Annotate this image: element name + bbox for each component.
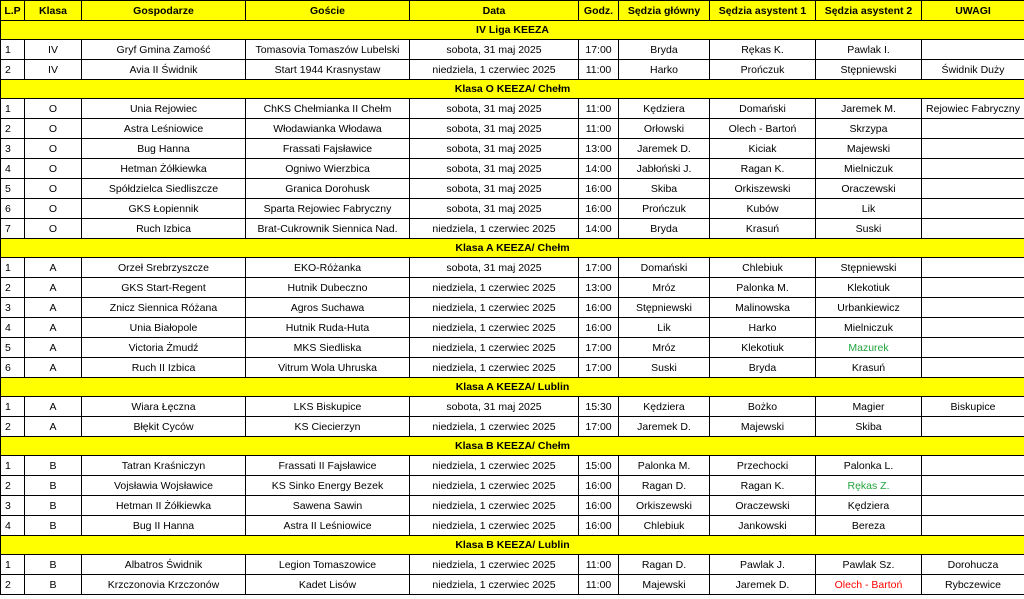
cell-gospodarze: Bug Hanna <box>82 139 246 159</box>
cell-data: sobota, 31 maj 2025 <box>410 99 579 119</box>
cell-goscie: Granica Dorohusk <box>246 179 410 199</box>
cell-godz: 16:00 <box>579 496 619 516</box>
cell-sedzia-asystent-1: Krasuń <box>710 219 816 239</box>
cell-sedzia-glowny: Palonka M. <box>619 456 710 476</box>
cell-data: niedziela, 1 czerwiec 2025 <box>410 575 579 595</box>
cell-goscie: Sawena Sawin <box>246 496 410 516</box>
header-sedzia-asystent-2: Sędzia asystent 2 <box>816 1 922 21</box>
cell-uwagi <box>922 159 1024 179</box>
cell-sedzia-asystent-1: Prończuk <box>710 60 816 80</box>
section-title: Klasa A KEEZA/ Chełm <box>1 239 1024 258</box>
cell-sedzia-asystent-2: Palonka L. <box>816 456 922 476</box>
header-uwagi: UWAGI <box>922 1 1024 21</box>
table-row <box>1 60 1024 80</box>
cell-sedzia-asystent-1: Klekotiuk <box>710 338 816 358</box>
cell-uwagi <box>922 516 1024 536</box>
cell-lp: 1 <box>1 397 25 417</box>
cell-lp: 5 <box>1 179 25 199</box>
cell-sedzia-asystent-1: Przechocki <box>710 456 816 476</box>
cell-data: niedziela, 1 czerwiec 2025 <box>410 318 579 338</box>
cell-sedzia-glowny: Skiba <box>619 179 710 199</box>
cell-sedzia-asystent-1: Jankowski <box>710 516 816 536</box>
cell-sedzia-asystent-1: Olech - Bartoń <box>710 119 816 139</box>
cell-klasa: O <box>25 159 82 179</box>
cell-gospodarze: Victoria Żmudź <box>82 338 246 358</box>
cell-goscie: Brat-Cukrownik Siennica Nad. <box>246 219 410 239</box>
cell-goscie: Sparta Rejowiec Fabryczny <box>246 199 410 219</box>
cell-sedzia-asystent-2: Suski <box>816 219 922 239</box>
cell-uwagi <box>922 456 1024 476</box>
cell-klasa: O <box>25 199 82 219</box>
cell-gospodarze: Unia Białopole <box>82 318 246 338</box>
table-row <box>1 219 1024 239</box>
section-title: Klasa A KEEZA/ Lublin <box>1 378 1024 397</box>
cell-uwagi <box>922 40 1024 60</box>
cell-data: niedziela, 1 czerwiec 2025 <box>410 60 579 80</box>
cell-gospodarze: Krzczonovia Krzczonów <box>82 575 246 595</box>
cell-uwagi: Biskupice <box>922 397 1024 417</box>
cell-uwagi <box>922 298 1024 318</box>
cell-sedzia-glowny: Mróz <box>619 338 710 358</box>
section-title: Klasa B KEEZA/ Lublin <box>1 536 1024 555</box>
cell-goscie: Hutnik Ruda-Huta <box>246 318 410 338</box>
cell-sedzia-asystent-1: Malinowska <box>710 298 816 318</box>
section-title: IV Liga KEEZA <box>1 21 1024 40</box>
cell-data: niedziela, 1 czerwiec 2025 <box>410 456 579 476</box>
table-row <box>1 298 1024 318</box>
cell-lp: 3 <box>1 139 25 159</box>
cell-sedzia-asystent-1: Oraczewski <box>710 496 816 516</box>
cell-goscie: Kadet Lisów <box>246 575 410 595</box>
cell-goscie: Agros Suchawa <box>246 298 410 318</box>
cell-goscie: Legion Tomaszowice <box>246 555 410 575</box>
table-row <box>1 159 1024 179</box>
cell-lp: 6 <box>1 199 25 219</box>
cell-sedzia-asystent-1: Bryda <box>710 358 816 378</box>
cell-sedzia-asystent-2: Urbankiewicz <box>816 298 922 318</box>
cell-data: niedziela, 1 czerwiec 2025 <box>410 338 579 358</box>
section-header-row <box>1 437 1024 456</box>
header-goscie: Goście <box>246 1 410 21</box>
cell-sedzia-asystent-2: Klekotiuk <box>816 278 922 298</box>
cell-sedzia-asystent-1: Kiciak <box>710 139 816 159</box>
cell-gospodarze: Hetman Żółkiewka <box>82 159 246 179</box>
cell-sedzia-asystent-1: Pawlak J. <box>710 555 816 575</box>
section-title: Klasa O KEEZA/ Chełm <box>1 80 1024 99</box>
cell-sedzia-glowny: Suski <box>619 358 710 378</box>
cell-data: sobota, 31 maj 2025 <box>410 119 579 139</box>
cell-goscie: Astra II Leśniowice <box>246 516 410 536</box>
table-row <box>1 139 1024 159</box>
table-row <box>1 99 1024 119</box>
cell-sedzia-asystent-2: Skrzypa <box>816 119 922 139</box>
cell-klasa: A <box>25 258 82 278</box>
cell-godz: 16:00 <box>579 298 619 318</box>
cell-uwagi: Dorohucza <box>922 555 1024 575</box>
cell-klasa: A <box>25 397 82 417</box>
cell-sedzia-glowny: Stępniewski <box>619 298 710 318</box>
table-row <box>1 575 1024 595</box>
cell-sedzia-asystent-1: Orkiszewski <box>710 179 816 199</box>
cell-sedzia-asystent-2: Lik <box>816 199 922 219</box>
cell-uwagi <box>922 476 1024 496</box>
cell-lp: 2 <box>1 278 25 298</box>
cell-data: sobota, 31 maj 2025 <box>410 199 579 219</box>
cell-gospodarze: GKS Start-Regent <box>82 278 246 298</box>
table-row <box>1 318 1024 338</box>
cell-sedzia-asystent-2: Jaremek M. <box>816 99 922 119</box>
cell-godz: 16:00 <box>579 318 619 338</box>
cell-klasa: A <box>25 318 82 338</box>
cell-uwagi: Świdnik Duży <box>922 60 1024 80</box>
table-row <box>1 179 1024 199</box>
cell-sedzia-asystent-2: Mielniczuk <box>816 159 922 179</box>
cell-godz: 15:00 <box>579 456 619 476</box>
cell-klasa: IV <box>25 40 82 60</box>
section-header-row <box>1 378 1024 397</box>
cell-data: niedziela, 1 czerwiec 2025 <box>410 516 579 536</box>
cell-sedzia-glowny: Harko <box>619 60 710 80</box>
cell-klasa: A <box>25 298 82 318</box>
header-data: Data <box>410 1 579 21</box>
cell-sedzia-asystent-1: Jaremek D. <box>710 575 816 595</box>
cell-uwagi <box>922 358 1024 378</box>
cell-sedzia-glowny: Bryda <box>619 40 710 60</box>
cell-sedzia-asystent-2: Kędziera <box>816 496 922 516</box>
table-row <box>1 456 1024 476</box>
cell-goscie: KS Sinko Energy Bezek <box>246 476 410 496</box>
cell-gospodarze: GKS Łopiennik <box>82 199 246 219</box>
cell-sedzia-asystent-2: Olech - Bartoń <box>816 575 922 595</box>
cell-godz: 14:00 <box>579 159 619 179</box>
section-header-row <box>1 80 1024 99</box>
section-header-row <box>1 536 1024 555</box>
cell-godz: 17:00 <box>579 40 619 60</box>
section-title: Klasa B KEEZA/ Chełm <box>1 437 1024 456</box>
cell-uwagi <box>922 179 1024 199</box>
cell-sedzia-asystent-2: Bereza <box>816 516 922 536</box>
cell-uwagi <box>922 417 1024 437</box>
cell-sedzia-glowny: Orkiszewski <box>619 496 710 516</box>
cell-gospodarze: Tatran Kraśniczyn <box>82 456 246 476</box>
cell-sedzia-glowny: Jaremek D. <box>619 417 710 437</box>
cell-klasa: B <box>25 575 82 595</box>
cell-goscie: Hutnik Dubeczno <box>246 278 410 298</box>
cell-uwagi: Rejowiec Fabryczny <box>922 99 1024 119</box>
cell-godz: 13:00 <box>579 139 619 159</box>
table-row <box>1 119 1024 139</box>
header-klasa: Klasa <box>25 1 82 21</box>
section-header-row <box>1 21 1024 40</box>
cell-goscie: LKS Biskupice <box>246 397 410 417</box>
cell-godz: 15:30 <box>579 397 619 417</box>
cell-sedzia-glowny: Kędziera <box>619 397 710 417</box>
cell-sedzia-glowny: Orłowski <box>619 119 710 139</box>
cell-godz: 16:00 <box>579 516 619 536</box>
cell-goscie: Frassati II Fajsławice <box>246 456 410 476</box>
table-row <box>1 258 1024 278</box>
cell-sedzia-asystent-2: Krasuń <box>816 358 922 378</box>
cell-sedzia-asystent-1: Bożko <box>710 397 816 417</box>
cell-sedzia-glowny: Ragan D. <box>619 476 710 496</box>
table-row <box>1 516 1024 536</box>
cell-lp: 2 <box>1 60 25 80</box>
cell-gospodarze: Orzeł Srebrzyszcze <box>82 258 246 278</box>
cell-uwagi <box>922 278 1024 298</box>
cell-sedzia-glowny: Chlebiuk <box>619 516 710 536</box>
cell-data: sobota, 31 maj 2025 <box>410 139 579 159</box>
cell-sedzia-asystent-1: Harko <box>710 318 816 338</box>
cell-sedzia-asystent-1: Majewski <box>710 417 816 437</box>
cell-sedzia-asystent-2: Majewski <box>816 139 922 159</box>
cell-lp: 3 <box>1 298 25 318</box>
cell-klasa: A <box>25 358 82 378</box>
cell-sedzia-asystent-2: Mielniczuk <box>816 318 922 338</box>
cell-sedzia-glowny: Majewski <box>619 575 710 595</box>
cell-gospodarze: Znicz Siennica Różana <box>82 298 246 318</box>
cell-klasa: B <box>25 516 82 536</box>
cell-sedzia-asystent-1: Kubów <box>710 199 816 219</box>
cell-lp: 1 <box>1 258 25 278</box>
cell-data: sobota, 31 maj 2025 <box>410 40 579 60</box>
table-row <box>1 199 1024 219</box>
cell-godz: 11:00 <box>579 555 619 575</box>
cell-sedzia-glowny: Mróz <box>619 278 710 298</box>
table-row <box>1 417 1024 437</box>
cell-sedzia-glowny: Prończuk <box>619 199 710 219</box>
cell-goscie: KS Ciecierzyn <box>246 417 410 437</box>
cell-goscie: Vitrum Wola Uhruska <box>246 358 410 378</box>
cell-godz: 17:00 <box>579 358 619 378</box>
table-row <box>1 555 1024 575</box>
cell-data: niedziela, 1 czerwiec 2025 <box>410 219 579 239</box>
cell-godz: 16:00 <box>579 476 619 496</box>
cell-sedzia-asystent-2: Oraczewski <box>816 179 922 199</box>
cell-lp: 1 <box>1 40 25 60</box>
cell-goscie: Frassati Fajsławice <box>246 139 410 159</box>
table-row <box>1 358 1024 378</box>
cell-sedzia-glowny: Lik <box>619 318 710 338</box>
cell-godz: 14:00 <box>579 219 619 239</box>
cell-klasa: O <box>25 179 82 199</box>
cell-lp: 7 <box>1 219 25 239</box>
cell-sedzia-asystent-1: Chlebiuk <box>710 258 816 278</box>
cell-lp: 4 <box>1 159 25 179</box>
cell-gospodarze: Błękit Cyców <box>82 417 246 437</box>
table-row <box>1 397 1024 417</box>
cell-sedzia-asystent-2: Pawlak I. <box>816 40 922 60</box>
cell-godz: 17:00 <box>579 338 619 358</box>
schedule-body <box>1 21 1024 595</box>
cell-gospodarze: Unia Rejowiec <box>82 99 246 119</box>
cell-klasa: O <box>25 119 82 139</box>
cell-data: sobota, 31 maj 2025 <box>410 159 579 179</box>
cell-sedzia-asystent-1: Palonka M. <box>710 278 816 298</box>
cell-lp: 2 <box>1 417 25 437</box>
cell-godz: 11:00 <box>579 119 619 139</box>
cell-klasa: O <box>25 219 82 239</box>
cell-godz: 11:00 <box>579 60 619 80</box>
cell-goscie: ChKS Chełmianka II Chełm <box>246 99 410 119</box>
table-row <box>1 40 1024 60</box>
cell-lp: 4 <box>1 516 25 536</box>
cell-klasa: A <box>25 417 82 437</box>
cell-sedzia-asystent-1: Ragan K. <box>710 159 816 179</box>
cell-data: niedziela, 1 czerwiec 2025 <box>410 555 579 575</box>
cell-sedzia-glowny: Jaremek D. <box>619 139 710 159</box>
cell-sedzia-asystent-2: Pawlak Sz. <box>816 555 922 575</box>
cell-gospodarze: Avia II Świdnik <box>82 60 246 80</box>
cell-data: niedziela, 1 czerwiec 2025 <box>410 476 579 496</box>
table-row <box>1 278 1024 298</box>
cell-klasa: O <box>25 99 82 119</box>
cell-gospodarze: Gryf Gmina Zamość <box>82 40 246 60</box>
cell-data: niedziela, 1 czerwiec 2025 <box>410 358 579 378</box>
header-sedzia-glowny: Sędzia główny <box>619 1 710 21</box>
cell-goscie: Ogniwo Wierzbica <box>246 159 410 179</box>
cell-data: niedziela, 1 czerwiec 2025 <box>410 417 579 437</box>
cell-uwagi <box>922 318 1024 338</box>
cell-godz: 16:00 <box>579 179 619 199</box>
cell-uwagi <box>922 119 1024 139</box>
header-godz: Godz. <box>579 1 619 21</box>
cell-uwagi <box>922 496 1024 516</box>
table-row <box>1 476 1024 496</box>
cell-klasa: A <box>25 278 82 298</box>
cell-goscie: MKS Siedliska <box>246 338 410 358</box>
header-row <box>1 1 1024 21</box>
cell-uwagi <box>922 338 1024 358</box>
cell-sedzia-glowny: Jabłoński J. <box>619 159 710 179</box>
cell-klasa: IV <box>25 60 82 80</box>
cell-lp: 4 <box>1 318 25 338</box>
cell-gospodarze: Vojsławia Wojsławice <box>82 476 246 496</box>
cell-klasa: B <box>25 555 82 575</box>
cell-data: sobota, 31 maj 2025 <box>410 258 579 278</box>
cell-data: niedziela, 1 czerwiec 2025 <box>410 496 579 516</box>
cell-gospodarze: Bug II Hanna <box>82 516 246 536</box>
cell-sedzia-asystent-2: Stępniewski <box>816 258 922 278</box>
cell-uwagi <box>922 258 1024 278</box>
cell-uwagi: Rybczewice <box>922 575 1024 595</box>
cell-godz: 13:00 <box>579 278 619 298</box>
cell-sedzia-asystent-1: Ragan K. <box>710 476 816 496</box>
cell-godz: 17:00 <box>579 258 619 278</box>
cell-sedzia-glowny: Kędziera <box>619 99 710 119</box>
cell-gospodarze: Ruch Izbica <box>82 219 246 239</box>
cell-klasa: B <box>25 456 82 476</box>
cell-goscie: EKO-Różanka <box>246 258 410 278</box>
cell-godz: 11:00 <box>579 575 619 595</box>
cell-klasa: B <box>25 476 82 496</box>
cell-lp: 1 <box>1 99 25 119</box>
cell-gospodarze: Wiara Łęczna <box>82 397 246 417</box>
cell-data: sobota, 31 maj 2025 <box>410 397 579 417</box>
cell-lp: 5 <box>1 338 25 358</box>
cell-lp: 3 <box>1 496 25 516</box>
header-gospodarze: Gospodarze <box>82 1 246 21</box>
table-row <box>1 338 1024 358</box>
table-row <box>1 496 1024 516</box>
header-lp: L.P <box>1 1 25 21</box>
cell-godz: 11:00 <box>579 99 619 119</box>
cell-gospodarze: Albatros Świdnik <box>82 555 246 575</box>
cell-lp: 2 <box>1 119 25 139</box>
cell-godz: 16:00 <box>579 199 619 219</box>
cell-godz: 17:00 <box>579 417 619 437</box>
cell-gospodarze: Ruch II Izbica <box>82 358 246 378</box>
cell-gospodarze: Spółdzielca Siedliszcze <box>82 179 246 199</box>
cell-sedzia-glowny: Domański <box>619 258 710 278</box>
cell-goscie: Tomasovia Tomaszów Lubelski <box>246 40 410 60</box>
cell-gospodarze: Astra Leśniowice <box>82 119 246 139</box>
cell-uwagi <box>922 139 1024 159</box>
cell-sedzia-asystent-2: Skiba <box>816 417 922 437</box>
cell-lp: 2 <box>1 476 25 496</box>
cell-lp: 6 <box>1 358 25 378</box>
cell-lp: 1 <box>1 456 25 476</box>
header-sedzia-asystent-1: Sędzia asystent 1 <box>710 1 816 21</box>
cell-data: niedziela, 1 czerwiec 2025 <box>410 298 579 318</box>
cell-sedzia-glowny: Ragan D. <box>619 555 710 575</box>
cell-sedzia-asystent-2: Magier <box>816 397 922 417</box>
cell-sedzia-glowny: Bryda <box>619 219 710 239</box>
cell-sedzia-asystent-2: Rękas Z. <box>816 476 922 496</box>
cell-klasa: A <box>25 338 82 358</box>
section-header-row <box>1 239 1024 258</box>
cell-uwagi <box>922 199 1024 219</box>
cell-data: sobota, 31 maj 2025 <box>410 179 579 199</box>
cell-lp: 2 <box>1 575 25 595</box>
cell-lp: 1 <box>1 555 25 575</box>
cell-data: niedziela, 1 czerwiec 2025 <box>410 278 579 298</box>
cell-goscie: Start 1944 Krasnystaw <box>246 60 410 80</box>
cell-goscie: Włodawianka Włodawa <box>246 119 410 139</box>
cell-sedzia-asystent-1: Rękas K. <box>710 40 816 60</box>
cell-sedzia-asystent-1: Domański <box>710 99 816 119</box>
cell-sedzia-asystent-2: Stępniewski <box>816 60 922 80</box>
cell-klasa: B <box>25 496 82 516</box>
cell-uwagi <box>922 219 1024 239</box>
cell-sedzia-asystent-2: Mazurek <box>816 338 922 358</box>
cell-gospodarze: Hetman II Żółkiewka <box>82 496 246 516</box>
cell-klasa: O <box>25 139 82 159</box>
